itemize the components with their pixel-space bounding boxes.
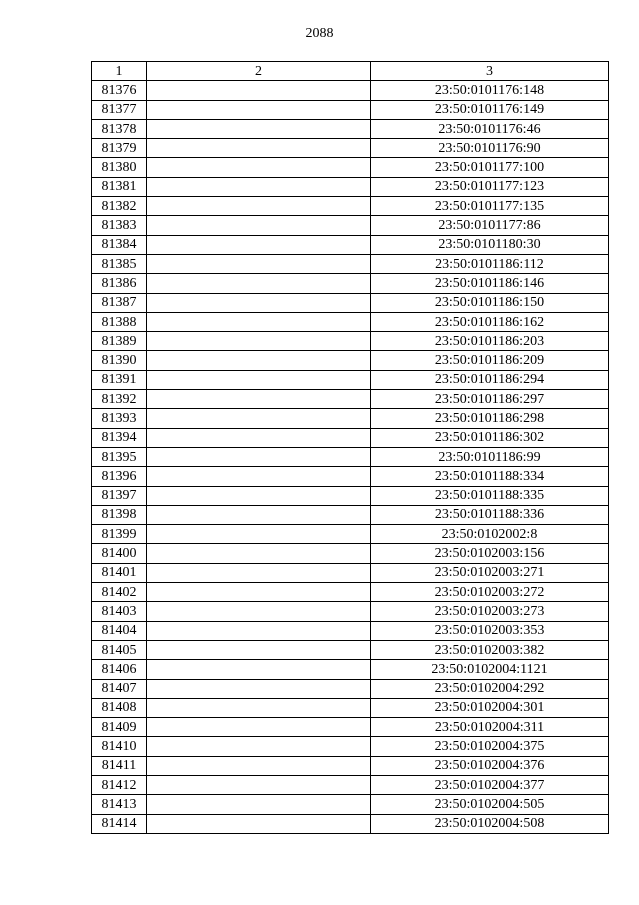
column-header-3: 3: [371, 62, 609, 81]
cadastral-number-cell: 23:50:0102003:272: [371, 583, 609, 602]
row-name-cell: [147, 660, 371, 679]
row-number-cell: 81411: [92, 756, 147, 775]
table-row: [92, 100, 609, 119]
row-number-cell: 81391: [92, 370, 147, 389]
table-header: [92, 62, 609, 81]
column-header-1: 1: [92, 62, 147, 81]
table-row: [92, 679, 609, 698]
table-row: [92, 177, 609, 196]
table-row: [92, 351, 609, 370]
row-name-cell: [147, 274, 371, 293]
row-name-cell: [147, 583, 371, 602]
row-name-cell: [147, 737, 371, 756]
row-name-cell: [147, 139, 371, 158]
cadastral-number-cell: 23:50:0101176:46: [371, 119, 609, 138]
row-name-cell: [147, 235, 371, 254]
row-name-cell: [147, 409, 371, 428]
table-row: [92, 390, 609, 409]
table-row: [92, 756, 609, 775]
row-number-cell: 81388: [92, 312, 147, 331]
cadastral-number-cell: 23:50:0102004:377: [371, 775, 609, 794]
cadastral-number-cell: 23:50:0101177:135: [371, 197, 609, 216]
row-number-cell: 81410: [92, 737, 147, 756]
row-number-cell: 81392: [92, 390, 147, 409]
row-number-cell: 81381: [92, 177, 147, 196]
row-name-cell: [147, 467, 371, 486]
row-name-cell: [147, 312, 371, 331]
table-row: [92, 640, 609, 659]
row-name-cell: [147, 621, 371, 640]
row-name-cell: [147, 640, 371, 659]
row-name-cell: [147, 293, 371, 312]
table-row: [92, 583, 609, 602]
row-number-cell: 81386: [92, 274, 147, 293]
cadastral-number-cell: 23:50:0101186:99: [371, 447, 609, 466]
row-number-cell: 81412: [92, 775, 147, 794]
register-table: [91, 61, 609, 834]
table-row: [92, 197, 609, 216]
row-number-cell: 81376: [92, 81, 147, 100]
row-number-cell: 81405: [92, 640, 147, 659]
cadastral-number-cell: 23:50:0102003:353: [371, 621, 609, 640]
cadastral-number-cell: 23:50:0102004:301: [371, 698, 609, 717]
cadastral-number-cell: 23:50:0102004:508: [371, 814, 609, 833]
table-row: [92, 795, 609, 814]
cadastral-number-cell: 23:50:0101186:294: [371, 370, 609, 389]
cadastral-number-cell: 23:50:0101176:149: [371, 100, 609, 119]
table-row: [92, 293, 609, 312]
table-body: [92, 81, 609, 834]
table-row: [92, 737, 609, 756]
row-number-cell: 81382: [92, 197, 147, 216]
cadastral-number-cell: 23:50:0101188:336: [371, 505, 609, 524]
row-name-cell: [147, 100, 371, 119]
table-row: [92, 428, 609, 447]
cadastral-number-cell: 23:50:0101186:302: [371, 428, 609, 447]
row-name-cell: [147, 390, 371, 409]
cadastral-number-cell: 23:50:0101186:298: [371, 409, 609, 428]
row-number-cell: 81387: [92, 293, 147, 312]
row-number-cell: 81407: [92, 679, 147, 698]
row-number-cell: 81414: [92, 814, 147, 833]
cadastral-number-cell: 23:50:0101180:30: [371, 235, 609, 254]
table-row: [92, 119, 609, 138]
row-name-cell: [147, 563, 371, 582]
column-header-2: 2: [147, 62, 371, 81]
cadastral-number-cell: 23:50:0101188:335: [371, 486, 609, 505]
row-number-cell: 81380: [92, 158, 147, 177]
table-row: [92, 332, 609, 351]
row-number-cell: 81400: [92, 544, 147, 563]
row-name-cell: [147, 544, 371, 563]
row-name-cell: [147, 775, 371, 794]
table-row: [92, 486, 609, 505]
table-row: [92, 544, 609, 563]
row-name-cell: [147, 254, 371, 273]
table-row: [92, 447, 609, 466]
row-number-cell: 81379: [92, 139, 147, 158]
row-number-cell: 81401: [92, 563, 147, 582]
row-name-cell: [147, 525, 371, 544]
cadastral-number-cell: 23:50:0102004:292: [371, 679, 609, 698]
row-name-cell: [147, 81, 371, 100]
row-name-cell: [147, 447, 371, 466]
cadastral-number-cell: 23:50:0101188:334: [371, 467, 609, 486]
table-row: [92, 274, 609, 293]
row-number-cell: 81395: [92, 447, 147, 466]
table-row: [92, 698, 609, 717]
cadastral-number-cell: 23:50:0102004:505: [371, 795, 609, 814]
cadastral-number-cell: 23:50:0101186:146: [371, 274, 609, 293]
table-row: [92, 505, 609, 524]
row-number-cell: 81384: [92, 235, 147, 254]
row-name-cell: [147, 351, 371, 370]
table-row: [92, 621, 609, 640]
table-row: [92, 216, 609, 235]
cadastral-number-cell: 23:50:0101186:203: [371, 332, 609, 351]
cadastral-number-cell: 23:50:0101186:297: [371, 390, 609, 409]
cadastral-number-cell: 23:50:0102003:273: [371, 602, 609, 621]
cadastral-number-cell: 23:50:0102003:271: [371, 563, 609, 582]
row-number-cell: 81406: [92, 660, 147, 679]
table-row: [92, 563, 609, 582]
row-name-cell: [147, 698, 371, 717]
cadastral-number-cell: 23:50:0102004:311: [371, 718, 609, 737]
table-row: [92, 718, 609, 737]
header-row: [92, 62, 609, 81]
table-row: [92, 814, 609, 833]
table-row: [92, 312, 609, 331]
table-row: [92, 81, 609, 100]
cadastral-number-cell: 23:50:0102003:382: [371, 640, 609, 659]
row-name-cell: [147, 119, 371, 138]
cadastral-number-cell: 23:50:0102004:1121: [371, 660, 609, 679]
cadastral-number-cell: 23:50:0101186:112: [371, 254, 609, 273]
row-name-cell: [147, 602, 371, 621]
cadastral-number-cell: 23:50:0101176:90: [371, 139, 609, 158]
table-row: [92, 525, 609, 544]
row-number-cell: 81397: [92, 486, 147, 505]
cadastral-number-cell: 23:50:0101177:100: [371, 158, 609, 177]
row-number-cell: 81389: [92, 332, 147, 351]
row-name-cell: [147, 679, 371, 698]
row-number-cell: 81393: [92, 409, 147, 428]
row-name-cell: [147, 505, 371, 524]
row-name-cell: [147, 486, 371, 505]
table-row: [92, 602, 609, 621]
row-number-cell: 81403: [92, 602, 147, 621]
row-number-cell: 81396: [92, 467, 147, 486]
row-number-cell: 81383: [92, 216, 147, 235]
cadastral-number-cell: 23:50:0102002:8: [371, 525, 609, 544]
cadastral-number-cell: 23:50:0102004:375: [371, 737, 609, 756]
table-row: [92, 158, 609, 177]
row-number-cell: 81394: [92, 428, 147, 447]
page-number: 2088: [305, 26, 334, 41]
row-name-cell: [147, 718, 371, 737]
table-row: [92, 254, 609, 273]
cadastral-number-cell: 23:50:0102004:376: [371, 756, 609, 775]
row-number-cell: 81377: [92, 100, 147, 119]
row-name-cell: [147, 216, 371, 235]
row-name-cell: [147, 428, 371, 447]
cadastral-number-cell: 23:50:0101186:209: [371, 351, 609, 370]
row-name-cell: [147, 158, 371, 177]
cadastral-number-cell: 23:50:0102003:156: [371, 544, 609, 563]
row-name-cell: [147, 370, 371, 389]
row-number-cell: 81404: [92, 621, 147, 640]
row-name-cell: [147, 795, 371, 814]
row-name-cell: [147, 177, 371, 196]
table-row: [92, 409, 609, 428]
table-row: [92, 660, 609, 679]
row-number-cell: 81408: [92, 698, 147, 717]
cadastral-number-cell: 23:50:0101176:148: [371, 81, 609, 100]
table-row: [92, 775, 609, 794]
table-row: [92, 235, 609, 254]
row-number-cell: 81399: [92, 525, 147, 544]
row-number-cell: 81378: [92, 119, 147, 138]
cadastral-number-cell: 23:50:0101177:86: [371, 216, 609, 235]
row-number-cell: 81398: [92, 505, 147, 524]
row-name-cell: [147, 197, 371, 216]
table-row: [92, 370, 609, 389]
cadastral-number-cell: 23:50:0101186:150: [371, 293, 609, 312]
row-number-cell: 81413: [92, 795, 147, 814]
row-number-cell: 81402: [92, 583, 147, 602]
row-number-cell: 81385: [92, 254, 147, 273]
row-name-cell: [147, 814, 371, 833]
row-name-cell: [147, 332, 371, 351]
table-row: [92, 467, 609, 486]
table-row: [92, 139, 609, 158]
row-number-cell: 81390: [92, 351, 147, 370]
row-number-cell: 81409: [92, 718, 147, 737]
row-name-cell: [147, 756, 371, 775]
cadastral-number-cell: 23:50:0101177:123: [371, 177, 609, 196]
cadastral-number-cell: 23:50:0101186:162: [371, 312, 609, 331]
